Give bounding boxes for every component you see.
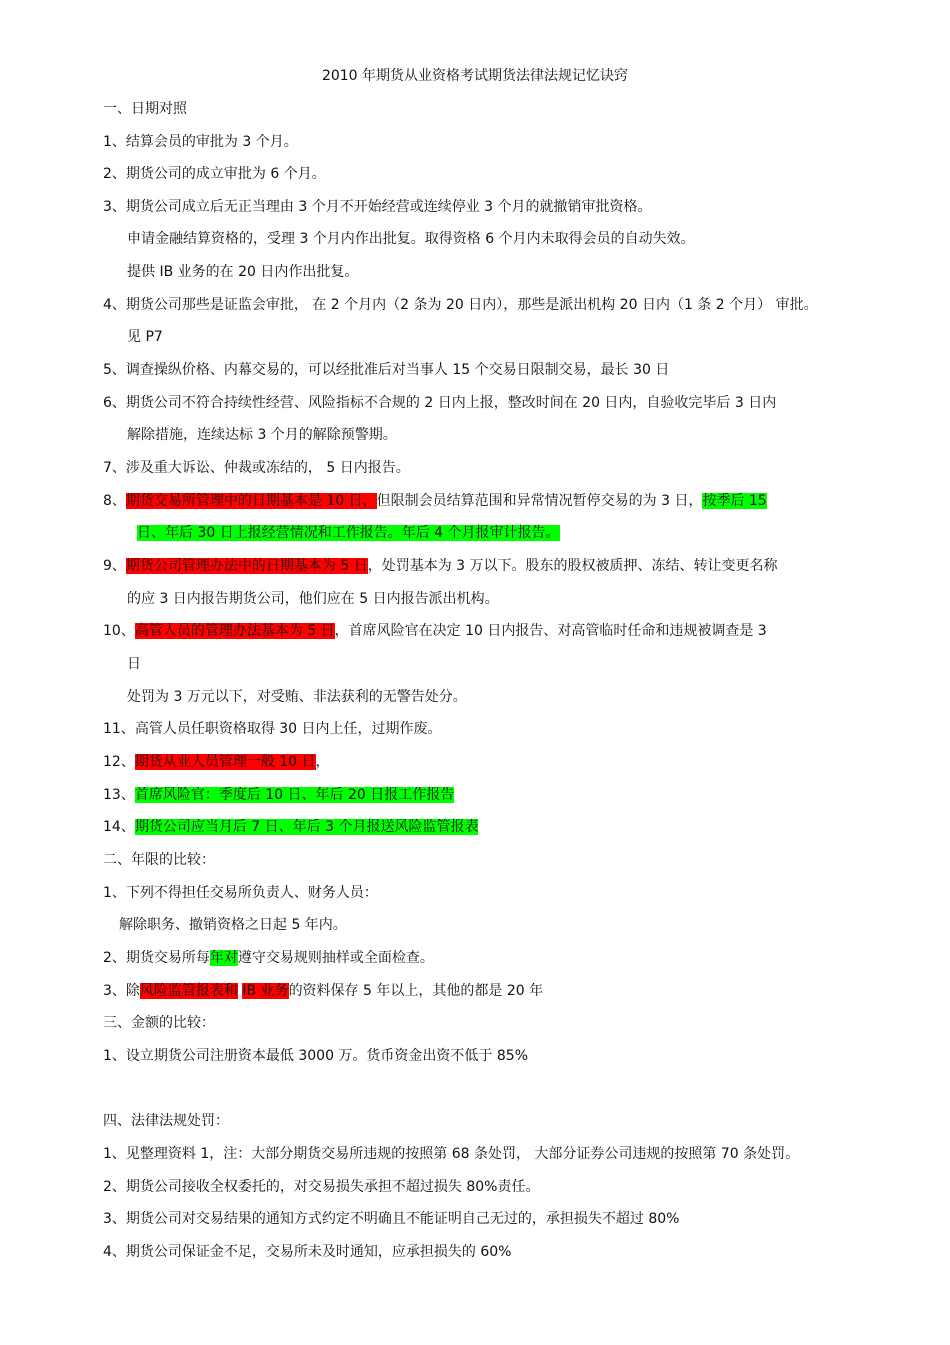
list-item: 7、涉及重大诉讼、仲裁或冻结的， 5 日内报告。	[103, 460, 410, 476]
list-item	[103, 818, 478, 836]
list-item-continuation: 日	[127, 656, 141, 672]
item-text: 2、期货交易所每	[103, 950, 210, 966]
section-heading-penalties: 四、法律法规处罚：	[103, 1113, 229, 1129]
list-item: 1、见整理资料 1，注：大部分期货交易所违规的按照第 68 条处罚， 大部分证券公司违规的按照第 70 条处罚。	[103, 1146, 800, 1162]
list-item-continuation: 解除措施，连续达标 3 个月的解除预警期。	[127, 427, 397, 443]
green-highlight: 首席风险官：季度后 10 日、年后 20 日报工作报告	[134, 787, 455, 803]
list-item: 2、期货公司接收全权委托的，对交易损失承担不超过损失 80%责任。	[103, 1179, 540, 1195]
item-number: 14、	[103, 819, 135, 835]
red-highlight: 期货交易所管理中的日期基本是 10 日，	[125, 493, 377, 509]
list-item: 1、设立期货公司注册资本最低 3000 万。货币资金出资不低于 85%	[103, 1048, 529, 1064]
item-number: 9、	[103, 558, 126, 574]
list-item: 6、期货公司不符合持续性经营、风险指标不合规的 2 日内上报，整改时间在 20 日内，自验收完毕后 3 日内	[103, 395, 777, 411]
list-item: 4、期货公司那些是证监会审批， 在 2 个月内（2 条为 20 日内），那些是派出机构 20 日内（1 条 2 个月） 审批。	[103, 297, 818, 313]
list-item	[103, 753, 330, 771]
red-highlight: 期货公司管理办法中的日期基本为 5 日	[125, 558, 368, 574]
item-text: 的资料保存 5 年以上，其他的都是 20 年	[288, 983, 544, 999]
list-item	[103, 786, 454, 804]
list-item: 1、结算会员的审批为 3 个月。	[103, 134, 298, 150]
list-item	[103, 622, 767, 640]
item-text: ，处罚基本为 3 万以下。股东的股权被质押、冻结、转让变更名称	[367, 558, 778, 574]
item-number: 10、	[103, 623, 135, 639]
section-heading-dates: 一、日期对照	[103, 101, 187, 117]
item-number: 8、	[103, 493, 126, 509]
red-highlight: 风险监管报表和	[139, 983, 238, 999]
list-item	[103, 982, 543, 1000]
green-highlight: 按季后 15	[702, 493, 767, 509]
section-heading-amounts: 三、金额的比较：	[103, 1015, 215, 1031]
list-item-continuation: 解除职务、撤销资格之日起 5 年内。	[119, 917, 347, 933]
list-item-continuation: 见 P7	[127, 329, 163, 345]
list-item: 3、期货公司成立后无正当理由 3 个月不开始经营或连续停业 3 个月的就撤销审批资格。	[103, 199, 652, 215]
list-item	[103, 492, 767, 510]
list-item: 2、期货公司的成立审批为 6 个月。	[103, 166, 326, 182]
list-item-continuation: 提供 IB 业务的在 20 日内作出批复。	[127, 264, 359, 280]
list-item: 11、高管人员任职资格取得 30 日内上任，过期作废。	[103, 721, 442, 737]
green-highlight: 年对	[209, 950, 238, 966]
item-text: 遵守交易规则抽样或全面检查。	[237, 950, 434, 966]
red-highlight: 期货从业人员管理一般 10 日	[134, 754, 316, 770]
section-heading-years: 二、年限的比较：	[103, 852, 215, 868]
document-title: 2010 年期货从业资格考试期货法律法规记忆诀窍	[321, 68, 629, 84]
item-text: 3、除	[103, 983, 140, 999]
item-text: ，	[315, 754, 330, 770]
list-item: 1、下列不得担任交易所负责人、财务人员：	[103, 885, 378, 901]
list-item: 5、调查操纵价格、内幕交易的，可以经批准后对当事人 15 个交易日限制交易，最长 30 日	[103, 362, 670, 378]
item-text: ，首席风险官在决定 10 日内报告、对高管临时任命和违规被调查是 3	[334, 623, 767, 639]
item-number: 13、	[103, 787, 135, 803]
list-item-continuation: 处罚为 3 万元以下，对受贿、非法获利的无警告处分。	[127, 689, 467, 705]
list-item	[103, 949, 434, 967]
list-item-continuation	[137, 524, 560, 542]
item-number: 12、	[103, 754, 135, 770]
list-item-continuation: 申请金融结算资格的，受理 3 个月内作出批复。取得资格 6 个月内未取得会员的自动失效。	[127, 231, 695, 247]
green-highlight: 期货公司应当月后 7 日、年后 3 个月报送风险监管报表	[134, 819, 479, 835]
list-item: 4、期货公司保证金不足，交易所未及时通知，应承担损失的 60%	[103, 1244, 512, 1260]
list-item: 3、期货公司对交易结果的通知方式约定不明确且不能证明自己无过的，承担损失不超过 80%	[103, 1211, 680, 1227]
list-item	[103, 557, 778, 575]
list-item-continuation: 的应 3 日内报告期货公司，他们应在 5 日内报告派出机构。	[127, 591, 499, 607]
red-highlight: IB 业务	[242, 983, 289, 999]
green-highlight: 日、年后 30 日上报经营情况和工作报告。年后 4 个月报审计报告。	[137, 525, 560, 541]
red-highlight: 高管人员的管理办法基本为 5 日	[134, 623, 335, 639]
item-text: 但限制会员结算范围和异常情况暂停交易的为 3 日，	[376, 493, 703, 509]
